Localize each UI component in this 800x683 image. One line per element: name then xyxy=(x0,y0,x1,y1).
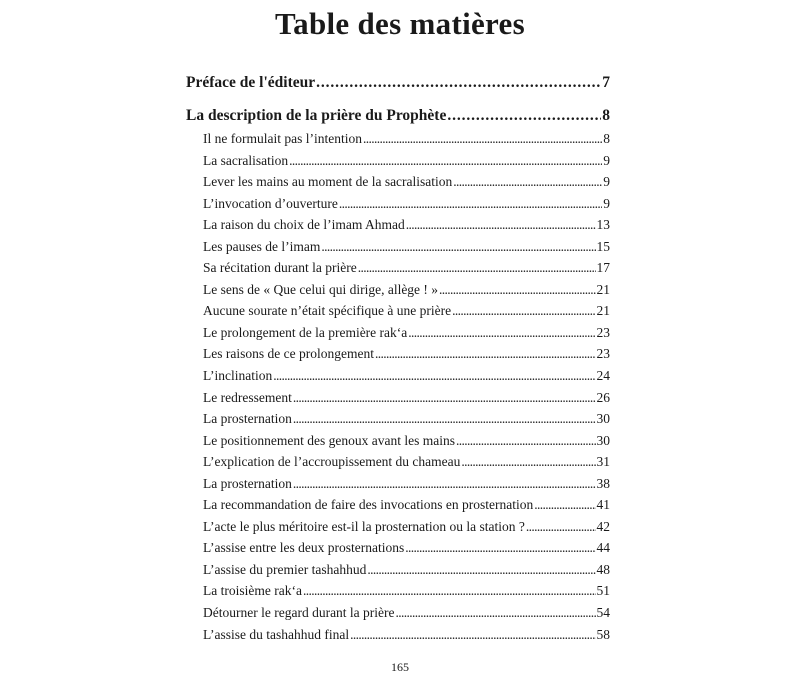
toc-entry xyxy=(203,322,610,344)
toc-chapter xyxy=(186,72,610,94)
entry-title: La prosternation xyxy=(203,475,292,491)
entry-title: Sa récitation durant la prière xyxy=(203,260,357,276)
entry-title: Le prolongement de la première rak‘a xyxy=(203,324,408,340)
dot-leader xyxy=(316,72,601,94)
entry-page: 21 xyxy=(596,303,610,319)
entry-page: 15 xyxy=(596,238,610,254)
entry-title: Les raisons de ce prolongement xyxy=(203,346,374,362)
page-number: 165 xyxy=(391,660,409,674)
entry-title: L’explication de l’accroupissement du chameau xyxy=(203,454,461,470)
toc-entry xyxy=(203,494,610,516)
dot-leader xyxy=(289,150,602,172)
entry-title: La prosternation xyxy=(203,411,292,427)
toc-chapter xyxy=(186,105,610,127)
toc-entry xyxy=(203,214,610,236)
entry-title: La recommandation de faire des invocations en prosternation xyxy=(203,497,534,513)
dot-leader xyxy=(405,537,595,559)
dot-leader xyxy=(456,430,596,452)
toc-entry xyxy=(203,365,610,387)
entry-page: 9 xyxy=(603,152,610,168)
toc-entry xyxy=(203,559,610,581)
dot-leader xyxy=(447,105,601,127)
entry-title: Aucune sourate n’était spécifique à une prière xyxy=(203,303,452,319)
dot-leader xyxy=(273,365,595,387)
dot-leader xyxy=(526,516,596,538)
toc-entry xyxy=(203,279,610,301)
toc-entry xyxy=(203,473,610,495)
dot-leader xyxy=(453,171,602,193)
entry-page: 42 xyxy=(596,518,610,534)
entry-title: L’assise entre les deux prosternations xyxy=(203,540,405,556)
dot-leader xyxy=(303,580,596,602)
toc-entry xyxy=(203,624,610,646)
dot-leader xyxy=(408,322,595,344)
entry-title: Le sens de « Que celui qui dirige, allège ! » xyxy=(203,281,439,297)
dot-leader xyxy=(350,624,595,646)
toc-entry xyxy=(203,343,610,365)
entry-title: La sacralisation xyxy=(203,152,289,168)
toc-entry xyxy=(203,257,610,279)
entry-page: 38 xyxy=(596,475,610,491)
dot-leader xyxy=(358,257,596,279)
entry-title: L’acte le plus méritoire est-il la prosternation ou la station ? xyxy=(203,518,525,534)
dot-leader xyxy=(406,214,596,236)
dot-leader xyxy=(293,387,596,409)
entry-page: 30 xyxy=(596,432,610,448)
entry-title: Le redressement xyxy=(203,389,292,405)
toc-entry xyxy=(203,537,610,559)
toc-entry xyxy=(203,150,610,172)
entry-page: 8 xyxy=(603,131,610,146)
chapter-page: 7 xyxy=(602,74,610,91)
entry-page: 26 xyxy=(596,389,610,405)
dot-leader xyxy=(321,236,595,258)
entry-title: Le positionnement des genoux avant les mains xyxy=(203,432,455,448)
toc-entry xyxy=(203,193,610,215)
entry-page: 31 xyxy=(596,454,610,470)
entry-page: 44 xyxy=(596,540,610,556)
dot-leader xyxy=(534,494,595,516)
entry-page: 9 xyxy=(603,174,610,190)
dot-leader xyxy=(367,559,595,581)
toc-entry xyxy=(203,602,610,624)
toc-entry xyxy=(203,128,610,150)
toc-entry xyxy=(203,300,610,322)
entry-title: Il ne formulait pas l’intention xyxy=(203,131,362,146)
toc-entry xyxy=(203,451,610,473)
chapter-title: Préface de l'éditeur xyxy=(186,74,316,91)
dot-leader xyxy=(363,128,602,150)
chapter-title: La description de la prière du Prophète xyxy=(186,107,447,124)
entry-page: 21 xyxy=(596,281,610,297)
entry-page: 17 xyxy=(596,260,610,276)
table-of-contents xyxy=(186,72,610,645)
toc-entry xyxy=(203,236,610,258)
entry-page: 13 xyxy=(596,217,610,233)
entry-page: 41 xyxy=(596,497,610,513)
entry-title: Lever les mains au moment de la sacralisation xyxy=(203,174,453,190)
entry-title: L’inclination xyxy=(203,368,273,384)
dot-leader xyxy=(375,343,596,365)
entry-title: La troisième rak‘a xyxy=(203,583,302,599)
toc-entry xyxy=(203,171,610,193)
chapter-page: 8 xyxy=(602,107,610,124)
entry-page: 23 xyxy=(596,324,610,340)
toc-entry xyxy=(203,408,610,430)
entry-page: 24 xyxy=(596,368,610,384)
dot-leader xyxy=(339,193,602,215)
entry-page: 58 xyxy=(596,626,610,642)
toc-entry xyxy=(203,387,610,409)
entry-title: Les pauses de l’imam xyxy=(203,238,321,254)
toc-entry xyxy=(203,580,610,602)
toc-entry xyxy=(203,516,610,538)
entry-title: L’invocation d’ouverture xyxy=(203,195,338,211)
dot-leader xyxy=(293,473,596,495)
entry-page: 51 xyxy=(596,583,610,599)
entry-title: La raison du choix de l’imam Ahmad xyxy=(203,217,405,233)
entry-page: 48 xyxy=(596,561,610,577)
page-title: Table des matières xyxy=(275,6,525,41)
entry-title: Détourner le regard durant la prière xyxy=(203,605,395,621)
toc-entry xyxy=(203,430,610,452)
dot-leader xyxy=(461,451,595,473)
entry-page: 9 xyxy=(603,195,610,211)
dot-leader xyxy=(396,602,596,624)
dot-leader xyxy=(439,279,595,301)
entry-page: 30 xyxy=(596,411,610,427)
dot-leader xyxy=(293,408,596,430)
entry-title: L’assise du tashahhud final xyxy=(203,626,350,642)
entry-page: 54 xyxy=(596,605,610,621)
entry-title: L’assise du premier tashahhud xyxy=(203,561,367,577)
entry-page: 23 xyxy=(596,346,610,362)
dot-leader xyxy=(452,300,595,322)
section-list xyxy=(203,128,610,645)
